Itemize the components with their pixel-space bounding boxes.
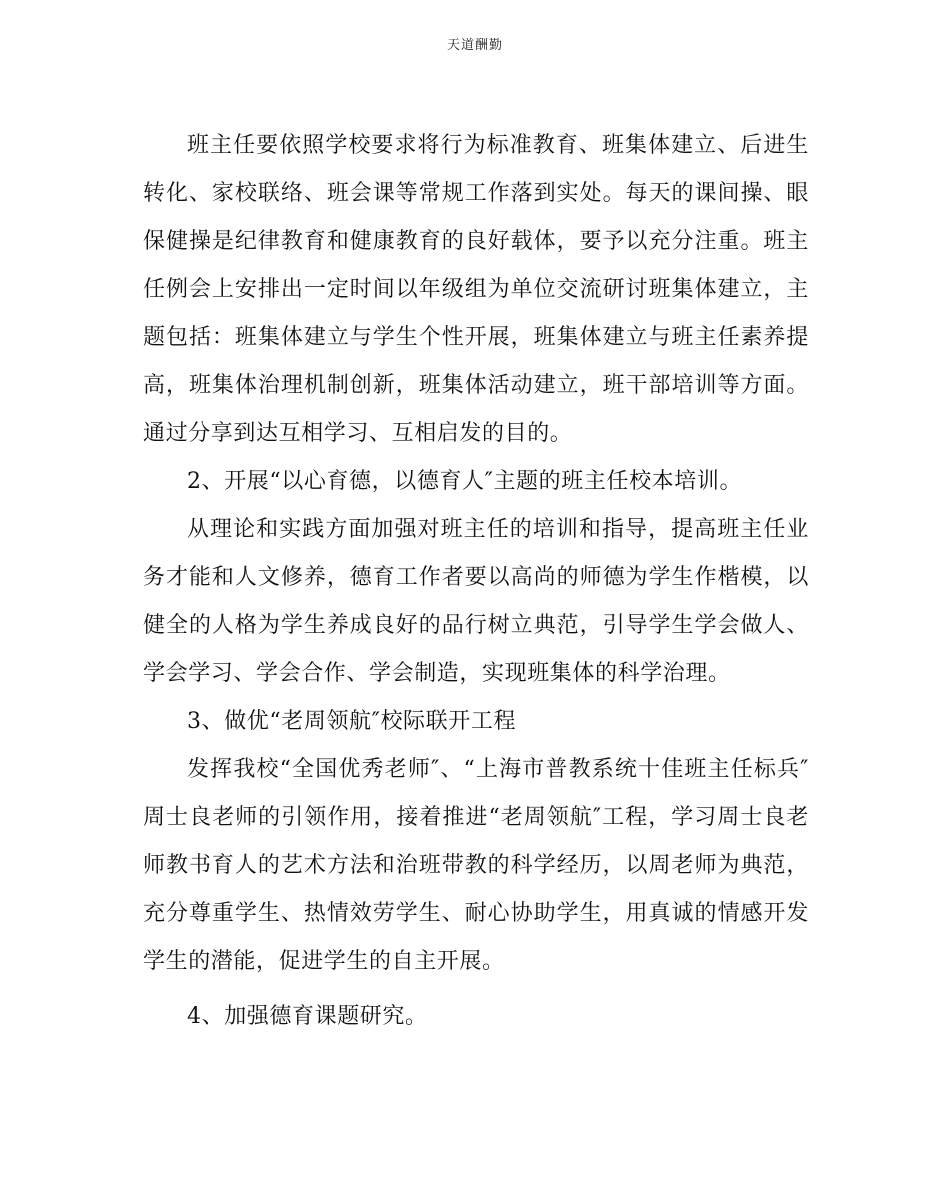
paragraph-class-management: 班主任要依照学校要求将行为标准教育、班集体建立、后进生转化、家校联络、班会课等常规工作落到实处。每天的课间操、眼保健操是纪律教育和健康教育的良好载体，要予以充分注重。班主任例会上安排出一定时间以年级组为单位交流研讨班集体建立，主题包括：班集体建立与学生个性开展，班集体建立与班主任素养提高，班集体治理机制创新，班集体活动建立，班干部培训等方面。通过分享到达互相学习、互相启发的目的。 bbox=[143, 133, 809, 446]
heading-item-2: 2、开展“以心育德，以德育人″主题的班主任校本培训。 bbox=[187, 469, 743, 494]
document-body bbox=[143, 122, 809, 1041]
heading-item-3: 3、做优“老周领航″校际联开工程 bbox=[187, 709, 517, 734]
page-header: 天道酬勤 bbox=[446, 38, 503, 53]
paragraph-lao-zhou-project: 发挥我校“全国优秀老师″、“上海市普教系统十佳班主任标兵″周士良老师的引领作用，接着推进“老周领航″工程，学习周士良老师教书育人的艺术方法和治班带教的科学经历，以周老师为典范，充分尊重学生、热情效劳学生、耐心协助学生，用真诚的情感开发学生的潜能，促进学生的自主开展。 bbox=[143, 757, 809, 974]
heading-item-4: 4、加强德育课题研究。 bbox=[187, 1004, 428, 1029]
paragraph-teacher-training: 从理论和实践方面加强对班主任的培训和指导，提高班主任业务才能和人文修养，德育工作者要以高尚的师德为学生作楷模，以健全的人格为学生养成良好的品行树立典范，引导学生学会做人、学会学习、学会合作、学会制造，实现班集体的科学治理。 bbox=[143, 517, 809, 686]
